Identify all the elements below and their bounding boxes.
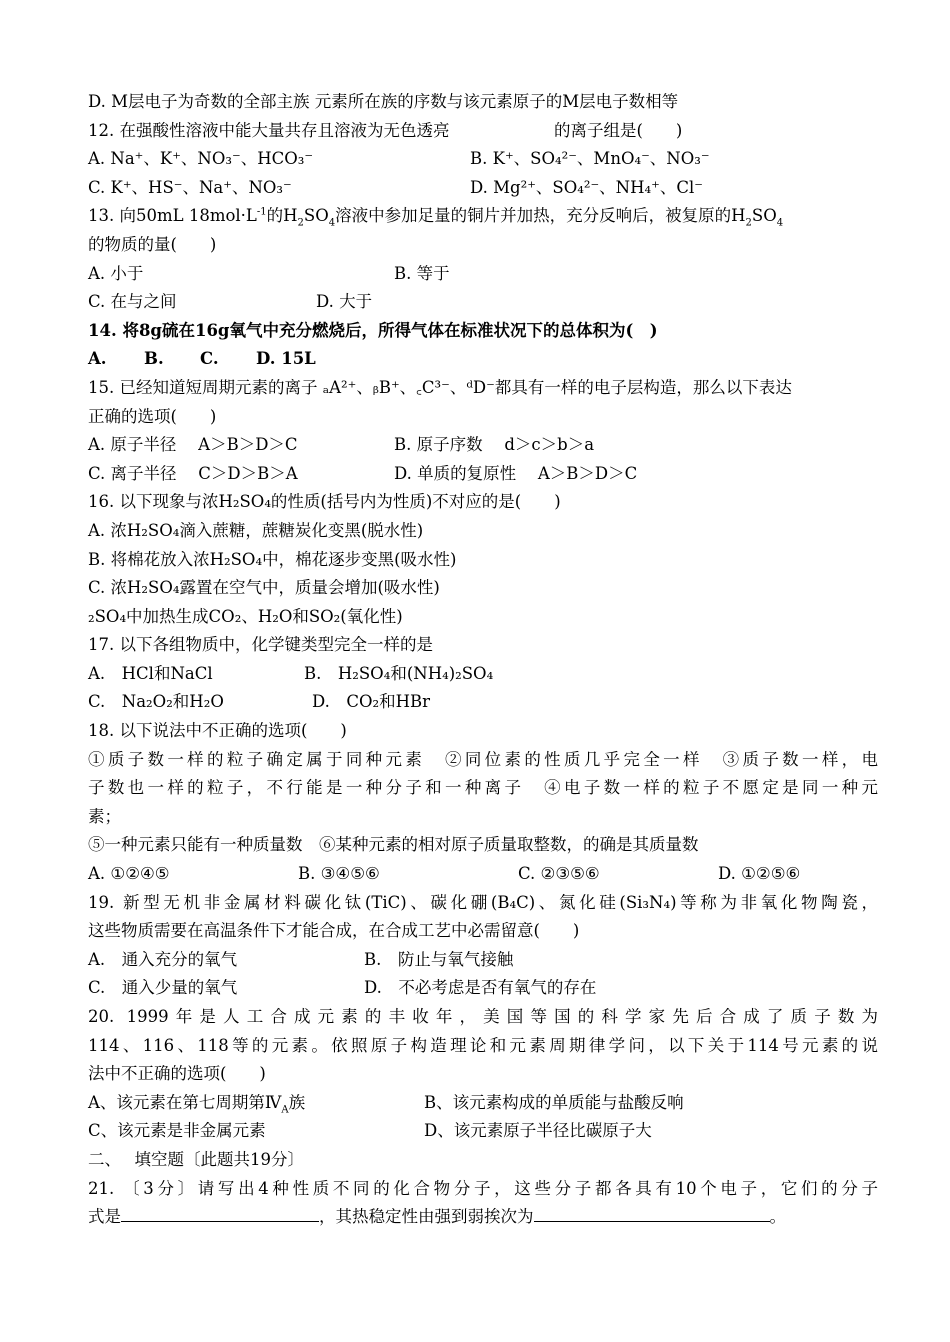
q20-options-ab	[88, 1089, 878, 1118]
q12-option-d: D. Mg²⁺、SO₄²⁻、NH₄⁺、Cl⁻	[470, 177, 703, 197]
q12-stem: 12. 在强酸性溶液中能大量共存且溶液为无色透亮	[88, 120, 450, 140]
q21-answer-blank-1[interactable]	[121, 1203, 319, 1222]
q13-options-cd	[88, 288, 878, 317]
q20-stem-3: 法中不正确的选项( )	[88, 1064, 266, 1084]
q20-option-a-end: 族	[288, 1092, 306, 1112]
q18-statement-4: ⑤一种元素只能有一种质量数 ⑥某种元素的相对原子质量取整数，的确是其质量数	[88, 835, 699, 855]
q19-stem-2: 这些物质需要在高温条件下才能合成，在合成工艺中必需留意( )	[88, 921, 580, 941]
q19-option-b: B. 防止与氧气接触	[364, 949, 514, 969]
q13-stem-4: 溶液中参加足量的铜片并加热，充分反响后，被复原的H	[335, 206, 746, 226]
question-21: 21. 〔3分〕请写出4种性质不同的化合物分子，这些分子都各具有10个电子，它们的分子	[88, 1178, 878, 1198]
question-13: 13. 向50mL $18mol\cdot L^{-1}$的$H_2SO_4$溶液中参加足量的铜片并加热，充分反响后，被复原的$H_2SO_4$	[88, 206, 784, 229]
q14-option-b: B.	[144, 349, 164, 369]
question-16: 16. 以下现象与浓H₂SO₄的性质(括号内为性质)不对应的是( )	[88, 492, 561, 512]
q19-options-cd	[88, 974, 878, 1003]
question-18: 18. 以下说法中不正确的选项( )	[88, 721, 347, 741]
q21-label-formula: 式是	[88, 1207, 121, 1227]
q20-option-b: B、该元素构成的单质能与盐酸反响	[424, 1092, 684, 1112]
q13-stem-2: 的H	[266, 206, 298, 226]
q16-option-d: ₂SO₄中加热生成CO₂、H₂O和SO₂(氧化性)	[88, 606, 403, 626]
q13-option-b: B. 等于	[394, 263, 450, 283]
q15-option-b: B. 原子序数 d＞c＞b＞a	[394, 435, 595, 455]
q13-option-d: D. 大于	[316, 292, 373, 312]
q15-options-cd	[88, 460, 878, 489]
q19-option-a: A. 通入充分的氧气	[88, 949, 238, 969]
q20-option-d: D、该元素原子半径比碳原子大	[424, 1121, 652, 1141]
q12-options-cd	[88, 174, 878, 203]
q12-option-c: C. K⁺、HS⁻、Na⁺、NO₃⁻	[88, 177, 292, 197]
q21-end: 。	[769, 1207, 786, 1227]
q21-answer-blank-2[interactable]	[534, 1203, 770, 1222]
q18-option-b: B. ③④⑤⑥	[298, 864, 380, 884]
q17-option-d: D. CO₂和HBr	[312, 692, 431, 712]
q17-option-a: A. HCl和NaCl	[88, 663, 213, 683]
q14-option-d: D. 15L	[256, 349, 316, 369]
line-q11-d: D. M层电子为奇数的全部主族 元素所在族的序数与该元素原子的M层电子数相等	[88, 92, 679, 111]
q15-stem-end: 正确的选项( )	[88, 406, 217, 426]
q15-ions: ₐA²⁺、ᵦB⁺、꜀C³⁻、ᵈD⁻	[322, 377, 495, 397]
q17-option-c: C. Na₂O₂和H₂O	[88, 692, 224, 712]
q13-stem-end: 的物质的量( )	[88, 234, 217, 254]
question-14: 14. 将8g硫在16g氧气中充分燃烧后，所得气体在标准状况下的总体积为( )	[88, 320, 658, 340]
q12-stem-end: 的离子组是( )	[554, 120, 683, 140]
q20-option-c: C、该元素是非金属元素	[88, 1121, 266, 1141]
q18-option-d: D. ①②⑤⑥	[718, 864, 801, 884]
q15-options-ab	[88, 431, 878, 460]
q14-options	[88, 345, 878, 374]
q18-options	[88, 860, 878, 889]
q13-options-ab	[88, 260, 878, 289]
q18-statement-3: 素；	[88, 806, 121, 826]
q16-option-b: B. 将棉花放入浓H₂SO₄中，棉花逐步变黑(吸水性)	[88, 549, 457, 569]
q21-stem-2	[88, 1203, 878, 1232]
q14-option-c: C.	[200, 349, 219, 369]
question-19: 19. 新型无机非金属材料碳化钛(TiC)、碳化硼(B₄C)、氮化硅(Si₃N₄)等称为非氧化物陶瓷，	[88, 892, 878, 912]
q17-options-ab	[88, 660, 878, 689]
q18-statement-1: ①质子数一样的粒子确定属于同种元素 ②同位素的性质几乎完全一样 ③质子数一样，电	[88, 749, 878, 769]
q13-option-a: A. 小于	[88, 263, 144, 283]
q21-label-stability: ，其热稳定性由强到弱挨次为	[319, 1207, 534, 1227]
question-15	[88, 374, 878, 403]
q13-stem-3: SO	[303, 206, 329, 226]
question-20: 20. 1999年是人工合成元素的丰收年，美国等国的科学家先后合成了质子数为	[88, 1007, 878, 1026]
q19-option-d: D. 不必考虑是否有氧气的存在	[364, 978, 597, 998]
q16-option-a: A. 浓H₂SO₄滴入蔗糖，蔗糖炭化变黑(脱水性)	[88, 520, 424, 540]
q20-stem-2: 114、116、118等的元素。依照原子构造理论和元素周期律学问，以下关于114号元素的说	[88, 1035, 878, 1055]
q17-options-cd	[88, 688, 878, 717]
q12-options-ab	[88, 145, 878, 174]
section-2-heading: 二、 填空题〔此题共19分〕	[88, 1149, 304, 1169]
q19-option-c: C. 通入少量的氧气	[88, 978, 238, 998]
q13-option-c: C. 在与之间	[88, 292, 177, 312]
q19-options-ab	[88, 946, 878, 975]
q15-option-c: C. 离子半径 C＞D＞B＞A	[88, 463, 298, 483]
question-17: 17. 以下各组物质中，化学键类型完全一样的是	[88, 635, 433, 655]
document-page	[88, 88, 878, 1232]
q16-option-c: C. 浓H₂SO₄露置在空气中，质量会增加(吸水性)	[88, 578, 440, 598]
question-12	[88, 117, 878, 146]
q18-statement-2: 子数也一样的粒子，不行能是一种分子和一种离子 ④电子数一样的粒子不愿定是同一种元	[88, 778, 878, 798]
q12-option-a: A. Na⁺、K⁺、NO₃⁻、HCO₃⁻	[88, 149, 314, 169]
q12-option-b: B. K⁺、SO₄²⁻、MnO₄⁻、NO₃⁻	[470, 149, 710, 169]
q14-option-a: A.	[88, 349, 107, 369]
q20-option-a-text: A、该元素在第七周期第Ⅳ	[88, 1092, 282, 1112]
q17-option-b: B. H₂SO₄和(NH₄)₂SO₄	[304, 663, 494, 683]
q15-stem-2: 都具有一样的电子层构造，那么以下表达	[494, 377, 792, 397]
q15-option-a: A. 原子半径 A＞B＞D＞C	[88, 435, 298, 455]
q18-option-c: C. ②③⑤⑥	[518, 864, 600, 884]
q15-option-d: D. 单质的复原性 A＞B＞D＞C	[394, 463, 638, 483]
q13-stem-1: 13. 向50mL 18mol·L	[88, 206, 257, 226]
q15-stem-1: 15. 已经知道短周期元素的离子	[88, 377, 323, 397]
q20-options-cd	[88, 1117, 878, 1146]
q18-option-a: A. ①②④⑤	[88, 864, 170, 884]
q20-option-a: A、该元素在第七周期第$Ⅳ_A$族	[88, 1092, 306, 1116]
